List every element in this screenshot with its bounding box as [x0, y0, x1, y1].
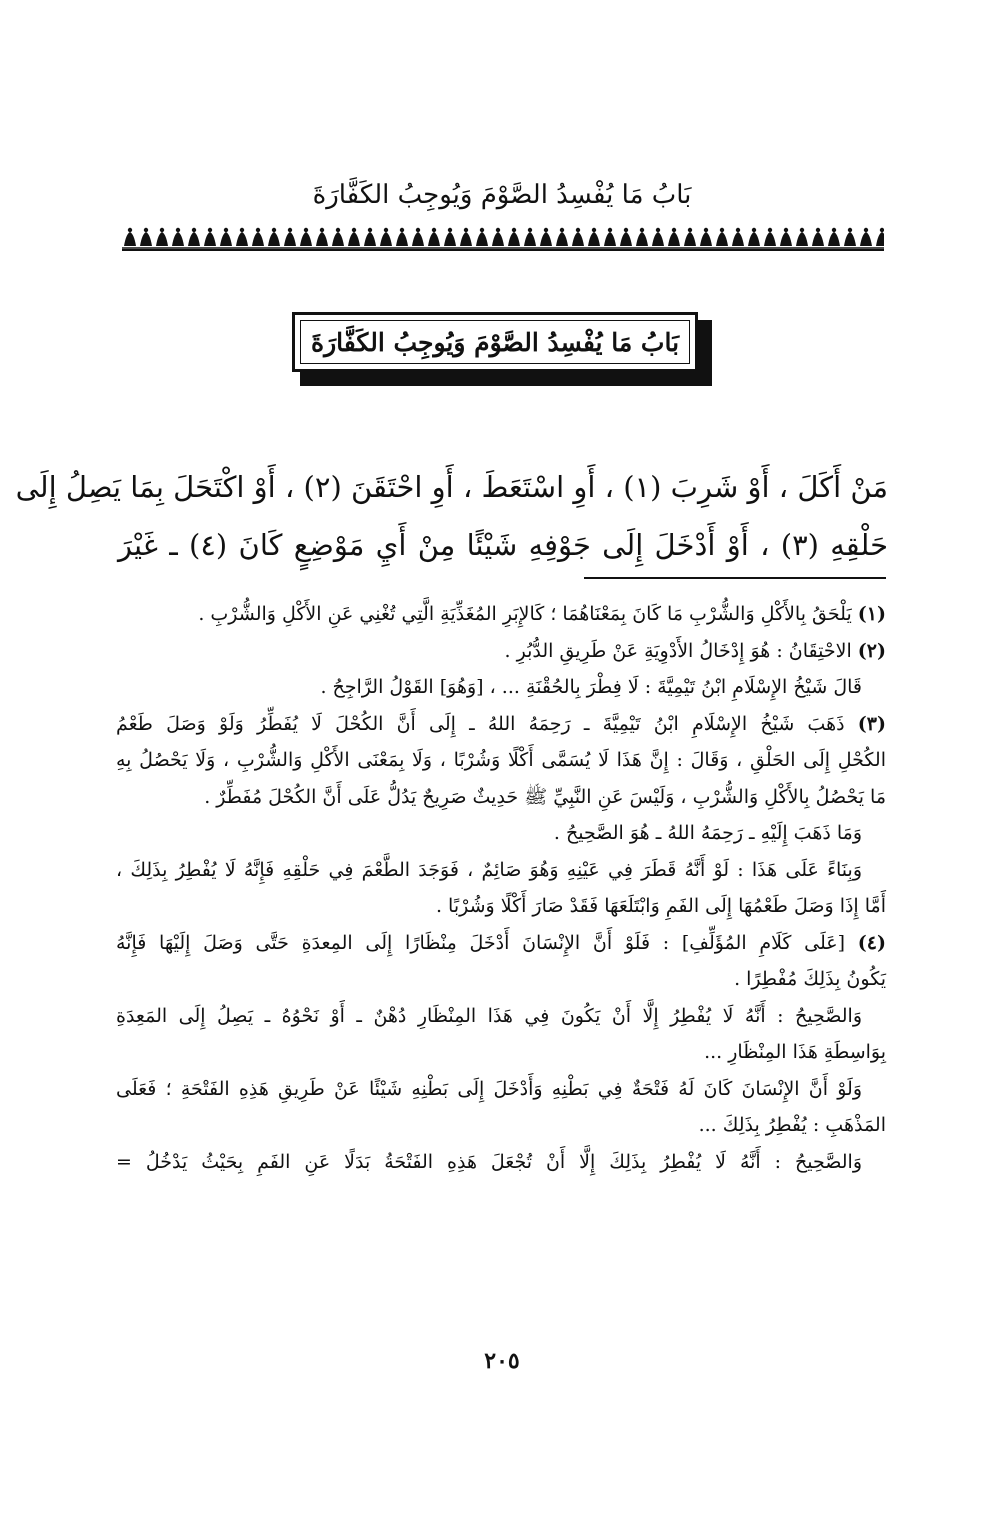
footnote-line: (٢) الاحْتِقَانُ : هُوَ إِدْخَالُ الأَدْوِيَةِ عَنْ طَرِيقِ الدُّبُرِ .: [504, 639, 886, 662]
footnote-line: وَبِنَاءً عَلَى هَذَا : لَوْ أَنَّهُ قَطَرَ فِي عَيْنِهِ وَهُوَ صَائِمٌ ، فَوَجَدَ الطَّعْمَ فِي حَلْقِهِ فَإِنَّهُ لَا يُفْطِرُ بِذَلِكَ ،: [116, 858, 862, 881]
footnote-line: وَلَوْ أَنَّ الإِنْسَانَ كَانَ لَهُ فَتْحَةٌ فِي بَطْنِهِ وَأَدْخَلَ إِلَى بَطْنِهِ شَيْئًا عَنْ طَرِيقِ هَذِهِ الفَتْحَةِ ؛ فَعَلَى: [116, 1077, 862, 1100]
footnote-line: بِوَاسِطَةِ هَذَا المِنْظَارِ ...: [704, 1041, 886, 1063]
footnote-line: (٤) [عَلَى كَلَامِ المُؤَلِّفِ] : فَلَوْ أَنَّ الإِنْسَانَ أَدْخَلَ مِنْظَارًا إِلَى المِعدَةِ حَتَّى وَصَلَ إِلَيْهَا فَإِنَّهُ: [116, 931, 886, 954]
footnote-line: أَمَّا إِذَا وَصَلَ طَعْمُهَا إِلَى الفَمِ وَابْتَلَعَهَا فَقَدْ صَارَ أَكْلًا وَشُرْبًا .: [435, 895, 886, 917]
ornamental-border: [122, 226, 884, 252]
main-line-1: مَنْ أَكَلَ ، أَوْ شَرِبَ (١) ، أَوِ اسْتَعَطَ ، أَوِ احْتَقَنَ (٢) ، أَوْ اكْتَحَلَ بِمَا يَصِلُ إِلَى: [15, 470, 888, 504]
footnote-line: مَا يَحْصُلُ بِالأَكْلِ وَالشُّرْبِ ، وَلَيْسَ عَنِ النَّبِيِّ ﷺ حَدِيثٌ صَرِيحٌ يَدُلُّ عَلَى أَنَّ الكُحْلَ مُفَطِّرٌ .: [204, 785, 886, 808]
footnotes: [116, 596, 886, 1180]
footnote-line: وَالصَّحِيحُ : أَنَّهُ لَا يُفْطِرُ إِلَّا أَنْ يَكُونَ فِي هَذَا المِنْظَارِ دُهْنٌ ـ أَوْ نَحْوُهُ ـ يَصِلُ إِلَى المَعِدَةِ: [116, 1004, 862, 1027]
main-line-2: حَلْقِهِ (٣) ، أَوْ أَدْخَلَ إِلَى جَوْفِهِ شَيْئًا مِنْ أَيِ مَوْضِعٍ كَانَ (٤) ـ غَيْرَ: [118, 528, 889, 562]
footnote-line: وَمَا ذَهَبَ إِلَيْهِ ـ رَحِمَهُ اللهُ ـ هُوَ الصَّحِيحُ .: [553, 822, 862, 844]
running-header: بَابُ مَا يُفْسِدُ الصَّوْمَ وَيُوجِبُ الكَفَّارَةَ: [312, 180, 692, 210]
footnote-line: المَذْهَبِ : يُفْطِرُ بِذَلِكَ ...: [698, 1114, 886, 1136]
section-title: بَابُ مَا يُفْسِدُ الصَّوْمَ وَيُوجِبُ الكَفَّارَةَ: [300, 320, 690, 364]
footnote-line: قَالَ شَيْخُ الإِسْلَامِ ابْنُ تَيْمِيَّةَ : لَا فِطْرَ بِالحُقْنَةِ ... ، [وَهُوَ] القَوْلُ الرَّاجِحُ .: [320, 676, 862, 698]
footnote-line: (١) يَلْحَقُ بِالأَكْلِ وَالشُّرْبِ مَا كَانَ بِمَعْنَاهُمَا ؛ كَالإِبَرِ المُغَذِّيَةِ الَّتِي تُغْنِي عَنِ الأَكْلِ وَالشُّرْبِ .: [198, 603, 886, 625]
title-box-frame: [292, 312, 698, 372]
footnote-line: الكُحْلِ إِلَى الحَلْقِ ، وَقَالَ : إِنَّ هَذَا لَا يُسَمَّى أَكْلًا وَشُرْبًا ، وَلَا بِمَعْنَى الأَكْلِ وَالشُّرْبِ ، وَلَا يَحْصُلُ بِهِ: [116, 749, 886, 771]
section-title-box: [292, 312, 712, 386]
footnote-line: يَكُونُ بِذَلِكَ مُفْطِرًا .: [734, 968, 886, 990]
footnote-line: وَالصَّحِيحُ : أَنَّهُ لَا يُفْطِرُ بِذَلِكَ إِلَّا أَنْ تُجْعَلَ هَذِهِ الفَتْحَةُ بَدَلًا عَنِ الفَمِ بِحَيْثُ يَدْخُلُ =: [116, 1150, 862, 1173]
footnote-separator: [584, 577, 886, 579]
page-number: ٢٠٥: [484, 1348, 520, 1374]
footnote-line: (٣) ذَهَبَ شَيْخُ الإِسْلَامِ ابْنُ تَيْمِيَّةَ ـ رَحِمَهُ اللهُ ـ إِلَى أَنَّ الكُحْلَ لَا يُفَطِّرُ وَلَوْ وَصَلَ طَعْمُ: [116, 712, 886, 735]
main-text: [15, 458, 889, 574]
ornament-pattern-icon: [122, 226, 884, 252]
